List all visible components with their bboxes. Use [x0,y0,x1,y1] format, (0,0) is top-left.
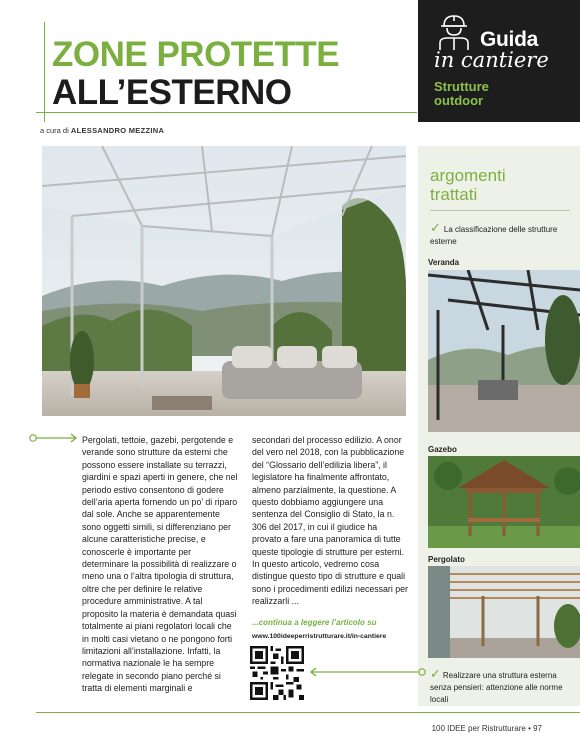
label-veranda: Veranda [428,258,460,267]
sidebar-note-text: Realizzare una struttura esterna senza pensieri: attenzione alle norme locali [430,671,563,704]
check-icon: ✓ [430,220,441,235]
article-link[interactable]: www.100ideeperristrutturare.it/in-cantiere [252,633,387,640]
gazebo-image [428,456,580,548]
veranda-image [428,270,580,432]
pergolato-image [428,566,580,658]
byline-author: ALESSANDRO MEZZINA [70,126,165,135]
sidebar-title-line-1: argomenti [430,166,506,185]
continue-reading-text: ...continua a leggere l’articolo su [252,618,377,627]
byline [40,126,164,135]
page-title [52,36,339,112]
title-line-2: ALL’ESTERNO [52,73,292,112]
arrow-right-icon [28,432,80,444]
hero-veranda-image [42,146,406,416]
sidebar-title-line-2: trattati [430,185,478,204]
section-badge [418,0,580,122]
sidebar-bottom-note [430,668,575,706]
sidebar-topic-item [430,222,570,248]
sidebar-topic-text: La classificazione delle strutture esterne [430,225,558,246]
arrow-left-icon [308,666,428,678]
header-horizontal-rule [36,112,417,113]
footer-rule [36,712,580,713]
worker-icon [434,10,474,50]
body-column-2: secondari del processo edilizio. A onor del vero nel 2018, con la pubblicazione del “Glossario dell’edilizia libera”, il legislatore ha finalmente affrontato, almeno parzialmente, la questione. A questo dobbiamo aggiungere una sentenza del Consiglio di Stato, la n. 306 del 2017, in cui il giudice ha provato a fare una panoramica di tutte queste tipologie di strutture per esterni. In questo articolo, vedremo cosa distingue questo tipo di strutture e quali sono i procedimenti edilizi necessari per realizzarli ... [252,435,408,607]
check-icon: ✓ [430,666,441,681]
byline-prefix: a cura di [40,126,69,135]
badge-subtitle [434,80,489,108]
badge-guida: Guida [480,28,539,51]
label-gazebo: Gazebo [428,445,457,454]
badge-sub-line-1: Strutture [434,79,489,94]
badge-cantiere: in cantiere [434,48,549,72]
title-line-1: ZONE PROTETTE [52,35,340,74]
body-column-1: Pergolati, tettoie, gazebi, pergotende e verande sono strutture da esterni che possono essere installate su terrazzi, giardini e spazi aperti in genere, che nel periodo estivo consentono di godere dell’aria aperta fornendo un po’ di riparo dal sole. Anche se apparentemente sono oggetti simili, si differenziano per alcune caratteristiche precise, e conoscerle è importante per determinare la possibilità di realizzare o meno una o l’altra tipologia di struttura, oltre che per definire le relative procedure amministrative. A tal proposito la materia è demandata quasi totalmente ai piani regolatori locali che in molti casi vietano o ne pongono forti limitazioni all’installazione. Infatti, la normativa nazionale le ha sempre relegate in secondo piano perché si tratta di elementi marginali e [82,435,238,694]
qr-code[interactable] [250,646,304,700]
sidebar-title [430,166,506,204]
page-footer: 100 IDEE per Ristrutturare • 97 [431,724,542,733]
badge-sub-line-2: outdoor [434,93,484,108]
header-vertical-rule [44,22,45,122]
sidebar-divider [430,210,570,211]
label-pergolato: Pergolato [428,555,465,564]
